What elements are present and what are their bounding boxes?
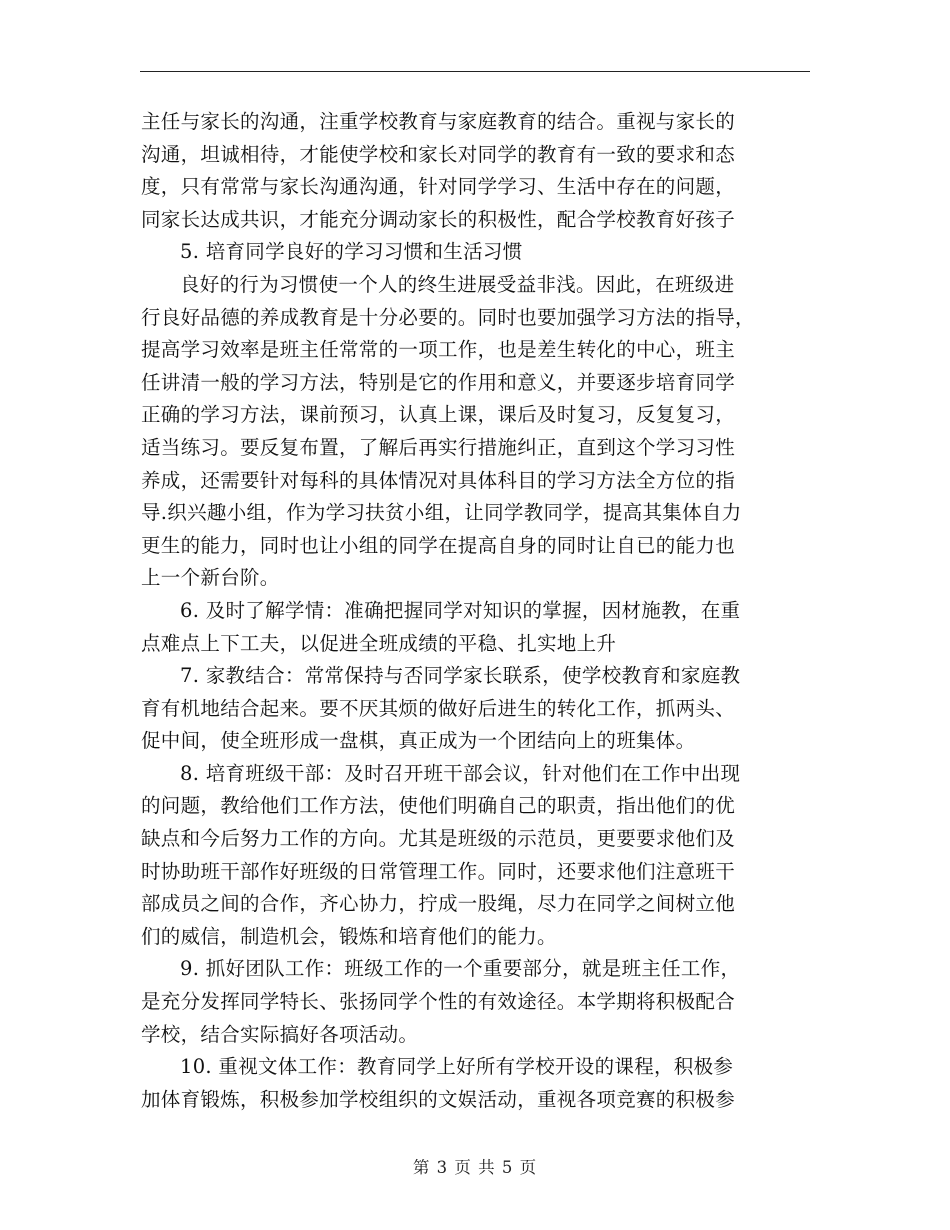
text-line: 9. 抓好团队工作：班级工作的一个重要部分，就是班主任工作， <box>180 957 741 981</box>
paragraph-item-10 <box>141 1051 811 1116</box>
text-line: 同家长达成共识，才能充分调动家长的积极性，配合学校教育好孩子 <box>141 207 736 231</box>
paragraph-item-7 <box>141 660 811 758</box>
paragraph <box>141 269 811 595</box>
text-line: 度，只有常常与家长沟通沟通，针对同学学习、生活中存在的问题， <box>141 175 736 199</box>
paragraph-item-8 <box>141 758 811 954</box>
text-line: 任讲清一般的学习方法，特别是它的作用和意义，并要逐步培育同学 <box>141 370 736 394</box>
text-line: 点难点上下工夫，以促进全班成绩的平稳、扎实地上升 <box>141 631 617 655</box>
section-heading-5 <box>141 236 811 269</box>
text-line: 们的威信，制造机会，锻炼和培育他们的能力。 <box>141 924 557 948</box>
text-line: 学校，结合实际搞好各项活动。 <box>141 1022 419 1046</box>
text-line: 的问题，教给他们工作方法，使他们明确自己的职责，指出他们的优 <box>141 794 736 818</box>
header-rule <box>140 71 810 72</box>
paragraph <box>141 106 811 236</box>
text-line: 育有机地结合起来。要不厌其烦的做好后进生的转化工作，抓两头、 <box>141 696 736 720</box>
text-line: 时协助班干部作好班级的日常管理工作。同时，还要求他们注意班干 <box>141 859 736 883</box>
text-line: 提高学习效率是班主任常常的一项工作，也是差生转化的中心，班主 <box>141 338 736 362</box>
text-line: 导.织兴趣小组，作为学习扶贫小组，让同学教同学，提高其集体自力 <box>141 501 742 525</box>
text-line: 行良好品德的养成教育是十分必要的。同时也要加强学习方法的指导， <box>141 305 755 329</box>
text-line: 促中间，使全班形成一盘棋，真正成为一个团结向上的班集体。 <box>141 729 696 753</box>
paragraph-item-6 <box>141 595 811 660</box>
text-line: 6. 及时了解学情：准确把握同学对知识的掌握，因材施教，在重 <box>180 598 741 622</box>
text-line: 缺点和今后努力工作的方向。尤其是班级的示范员，更要要求他们及 <box>141 827 736 851</box>
document-body <box>141 106 811 1116</box>
paragraph-item-9 <box>141 953 811 1051</box>
text-line: 7. 家教结合：常常保持与否同学家长联系，使学校教育和家庭教 <box>180 664 741 688</box>
text-line: 是充分发挥同学特长、张扬同学个性的有效途径。本学期将积极配合 <box>141 990 736 1014</box>
page-number: 第 3 页 共 5 页 <box>412 1158 538 1177</box>
text-line: 正确的学习方法，课前预习，认真上课，课后及时复习，反复复习， <box>141 403 736 427</box>
text-line: 适当练习。要反复布置，了解后再实行措施纠正，直到这个学习习性 <box>141 435 736 459</box>
text-line: 上一个新台阶。 <box>141 566 280 590</box>
text-line: 加体育锻炼，积极参加学校组织的文娱活动，重视各项竞赛的积极参 <box>141 1087 736 1111</box>
text-line: 10. 重视文体工作：教育同学上好所有学校开设的课程，积极参 <box>180 1055 734 1079</box>
text-line: 沟通，坦诚相待，才能使学校和家长对同学的教育有一致的要求和态 <box>141 142 736 166</box>
text-line: 良好的行为习惯使一个人的终生进展受益非浅。因此，在班级进 <box>180 272 735 296</box>
text-line: 养成，还需要针对每科的具体情况对具体科目的学习方法全方位的指 <box>141 468 736 492</box>
text-line: 5. 培育同学良好的学习习惯和生活习惯 <box>180 240 523 264</box>
text-line: 部成员之间的合作，齐心协力，拧成一股绳，尽力在同学之间树立他 <box>141 892 736 916</box>
text-line: 8. 培育班级干部：及时召开班干部会议，针对他们在工作中出现 <box>180 761 741 785</box>
text-line: 主任与家长的沟通，注重学校教育与家庭教育的结合。重视与家长的 <box>141 110 736 133</box>
text-line: 更生的能力，同时也让小组的同学在提高自身的同时让自已的能力也 <box>141 533 736 557</box>
